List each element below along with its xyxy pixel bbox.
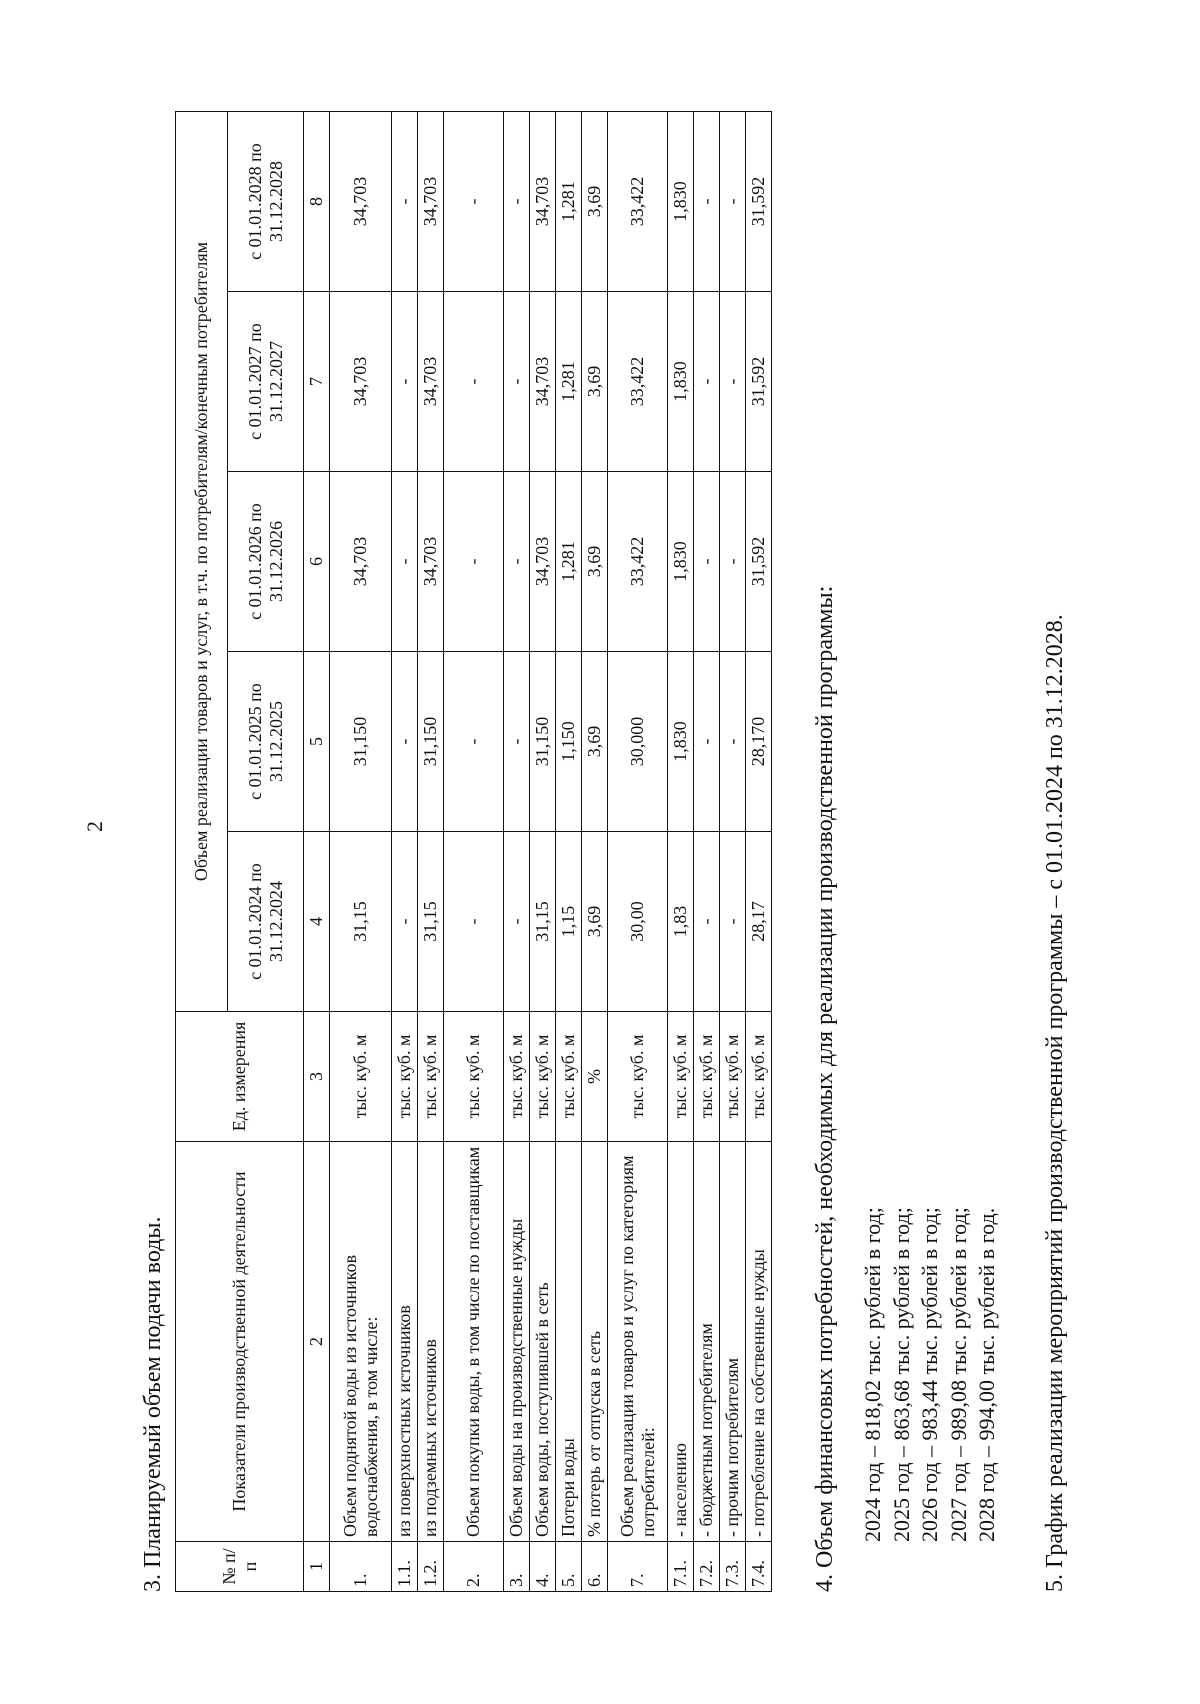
page-number: 2 bbox=[82, 821, 107, 832]
row-unit: тыс. куб. м bbox=[418, 1012, 444, 1142]
row-indicator: - населению bbox=[668, 1142, 694, 1542]
column-number: 5 bbox=[304, 652, 330, 832]
row-indicator: Потери воды bbox=[556, 1142, 582, 1542]
row-value: - bbox=[392, 652, 418, 832]
row-number: 5. bbox=[556, 1542, 582, 1592]
column-number: 6 bbox=[304, 472, 330, 652]
row-value: - bbox=[720, 652, 746, 832]
row-number: 7.3. bbox=[720, 1542, 746, 1592]
row-number: 7.4. bbox=[746, 1542, 772, 1592]
row-value: 1,830 bbox=[668, 652, 694, 832]
row-value: 3,69 bbox=[582, 292, 608, 472]
finance-line: 2024 год – 818,02 тыс. рублей в год; bbox=[860, 1207, 885, 1542]
water-supply-table bbox=[175, 111, 772, 1592]
row-indicator: из подземных источников bbox=[418, 1142, 444, 1542]
row-value: 30,000 bbox=[608, 652, 668, 832]
header-volume: Объем реализации товаров и услуг, в т.ч. по потребителям/конечным потребителям bbox=[176, 112, 228, 1012]
row-value: 34,703 bbox=[330, 112, 392, 292]
table-row bbox=[418, 112, 444, 1592]
row-value: 1,281 bbox=[556, 472, 582, 652]
row-value: 33,422 bbox=[608, 472, 668, 652]
row-value: 34,703 bbox=[418, 472, 444, 652]
row-unit: тыс. куб. м bbox=[668, 1012, 694, 1142]
finance-line: 2027 год – 989,08 тыс. рублей в год; bbox=[945, 1207, 971, 1542]
row-number: 3. bbox=[504, 1542, 530, 1592]
row-unit: тыс. куб. м bbox=[504, 1012, 530, 1142]
row-unit: тыс. куб. м bbox=[530, 1012, 556, 1142]
row-value: - bbox=[504, 832, 530, 1012]
row-value: - bbox=[444, 652, 504, 832]
rotated-content bbox=[140, 112, 1080, 1592]
header-unit: Ед. измерения bbox=[176, 1012, 304, 1142]
row-number: 7.2. bbox=[694, 1542, 720, 1592]
finance-line: 2028 год – 994,00 тыс. рублей в год. bbox=[974, 1207, 1000, 1542]
row-value: 34,703 bbox=[330, 472, 392, 652]
header-period: с 01.01.2027 по 31.12.2027 bbox=[228, 292, 304, 472]
column-number: 3 bbox=[304, 1012, 330, 1142]
section3-title: 3. Планируемый объем подачи воды. bbox=[140, 1216, 166, 1592]
row-indicator: % потерь от отпуска в сеть bbox=[582, 1142, 608, 1542]
row-value: - bbox=[392, 472, 418, 652]
row-value: 34,703 bbox=[530, 112, 556, 292]
table-row bbox=[444, 112, 504, 1592]
row-value: 1,281 bbox=[556, 292, 582, 472]
row-value: 31,592 bbox=[746, 292, 772, 472]
header-indicator: Показатели производственной деятельности bbox=[176, 1142, 304, 1542]
row-number: 1.1. bbox=[392, 1542, 418, 1592]
table-row bbox=[668, 112, 694, 1592]
row-value: - bbox=[444, 472, 504, 652]
table-row bbox=[392, 112, 418, 1592]
row-value: 31,15 bbox=[530, 832, 556, 1012]
header-period: с 01.01.2028 по 31.12.2028 bbox=[228, 112, 304, 292]
row-value: 33,422 bbox=[608, 292, 668, 472]
row-value: - bbox=[720, 292, 746, 472]
row-number: 1. bbox=[330, 1542, 392, 1592]
section5-title: 5. График реализации мероприятий производственной программы – с 01.01.2024 по 31.12.2028. bbox=[1041, 614, 1068, 1592]
row-indicator: Объем реализации товаров и услуг по категориям потребителей: bbox=[608, 1142, 668, 1542]
row-unit: тыс. куб. м bbox=[392, 1012, 418, 1142]
row-value: 28,17 bbox=[746, 832, 772, 1012]
column-number: 4 bbox=[304, 832, 330, 1012]
row-value: - bbox=[694, 472, 720, 652]
row-value: 31,15 bbox=[418, 832, 444, 1012]
row-unit: тыс. куб. м bbox=[608, 1012, 668, 1142]
row-value: 1,830 bbox=[668, 112, 694, 292]
row-value: 3,69 bbox=[582, 472, 608, 652]
column-number: 2 bbox=[304, 1142, 330, 1542]
row-value: - bbox=[504, 292, 530, 472]
row-value: - bbox=[720, 832, 746, 1012]
table-row bbox=[530, 112, 556, 1592]
row-unit: тыс. куб. м bbox=[444, 1012, 504, 1142]
row-value: - bbox=[694, 112, 720, 292]
row-unit: тыс. куб. м bbox=[556, 1012, 582, 1142]
row-value: 3,69 bbox=[582, 652, 608, 832]
row-value: - bbox=[444, 832, 504, 1012]
row-value: - bbox=[504, 652, 530, 832]
row-indicator: Объем поднятой воды из источников водоснабжения, в том числе: bbox=[330, 1142, 392, 1542]
table-row bbox=[556, 112, 582, 1592]
row-value: - bbox=[694, 292, 720, 472]
row-value: - bbox=[720, 472, 746, 652]
table-row bbox=[720, 112, 746, 1592]
table-row bbox=[746, 112, 772, 1592]
table-row bbox=[330, 112, 392, 1592]
row-number: 2. bbox=[444, 1542, 504, 1592]
row-value: - bbox=[694, 652, 720, 832]
row-value: 31,150 bbox=[330, 652, 392, 832]
table-row bbox=[582, 112, 608, 1592]
finance-line: 2025 год – 863,68 тыс. рублей в год; bbox=[888, 1207, 914, 1542]
row-value: 31,592 bbox=[746, 112, 772, 292]
column-number: 8 bbox=[304, 112, 330, 292]
row-unit: тыс. куб. м bbox=[694, 1012, 720, 1142]
row-value: 34,703 bbox=[330, 292, 392, 472]
row-value: 1,83 bbox=[668, 832, 694, 1012]
row-number: 6. bbox=[582, 1542, 608, 1592]
row-value: 31,150 bbox=[418, 652, 444, 832]
row-value: - bbox=[444, 292, 504, 472]
row-indicator: - бюджетным потребителям bbox=[694, 1142, 720, 1542]
header-period: с 01.01.2025 по 31.12.2025 bbox=[228, 652, 304, 832]
row-value: 1,150 bbox=[556, 652, 582, 832]
row-value: 34,703 bbox=[530, 472, 556, 652]
row-value: 31,150 bbox=[530, 652, 556, 832]
row-value: 30,00 bbox=[608, 832, 668, 1012]
row-unit: тыс. куб. м bbox=[746, 1012, 772, 1142]
table-row bbox=[608, 112, 668, 1592]
finance-list bbox=[859, 112, 1002, 1542]
row-value: - bbox=[720, 112, 746, 292]
row-value: - bbox=[504, 472, 530, 652]
row-value: 3,69 bbox=[582, 832, 608, 1012]
row-value: 1,15 bbox=[556, 832, 582, 1012]
row-value: 34,703 bbox=[418, 292, 444, 472]
header-period: с 01.01.2026 по 31.12.2026 bbox=[228, 472, 304, 652]
row-value: 1,830 bbox=[668, 292, 694, 472]
row-value: 1,830 bbox=[668, 472, 694, 652]
header-period: с 01.01.2024 по 31.12.2024 bbox=[228, 832, 304, 1012]
row-value: - bbox=[504, 112, 530, 292]
row-value: 31,592 bbox=[746, 472, 772, 652]
row-value: 3,69 bbox=[582, 112, 608, 292]
row-value: - bbox=[392, 292, 418, 472]
column-number: 7 bbox=[304, 292, 330, 472]
row-indicator: - прочим потребителям bbox=[720, 1142, 746, 1542]
row-value: - bbox=[392, 832, 418, 1012]
row-unit: тыс. куб. м bbox=[330, 1012, 392, 1142]
row-number: 7. bbox=[608, 1542, 668, 1592]
row-value: 34,703 bbox=[418, 112, 444, 292]
row-indicator: - потребление на собственные нужды bbox=[746, 1142, 772, 1542]
row-value: - bbox=[444, 112, 504, 292]
row-unit: % bbox=[582, 1012, 608, 1142]
column-number: 1 bbox=[304, 1542, 330, 1592]
row-value: - bbox=[694, 832, 720, 1012]
row-unit: тыс. куб. м bbox=[720, 1012, 746, 1142]
table-row bbox=[504, 112, 530, 1592]
row-number: 4. bbox=[530, 1542, 556, 1592]
header-num: № п/п bbox=[176, 1542, 304, 1592]
row-value: 34,703 bbox=[530, 292, 556, 472]
row-value: 28,170 bbox=[746, 652, 772, 832]
row-indicator: из поверхностных источников bbox=[392, 1142, 418, 1542]
row-indicator: Объем воды на производственные нужды bbox=[504, 1142, 530, 1542]
row-value: 1,281 bbox=[556, 112, 582, 292]
section4-title: 4. Объем финансовых потребностей, необходимых для реализации производственной программы: bbox=[812, 585, 838, 1592]
row-value: - bbox=[392, 112, 418, 292]
table-row bbox=[694, 112, 720, 1592]
row-number: 7.1. bbox=[668, 1542, 694, 1592]
row-indicator: Объем покупки воды, в том числе по поставщикам bbox=[444, 1142, 504, 1542]
finance-line: 2026 год – 983,44 тыс. рублей в год; bbox=[917, 1207, 943, 1542]
row-value: 31,15 bbox=[330, 832, 392, 1012]
row-indicator: Объем воды, поступившей в сеть bbox=[530, 1142, 556, 1542]
row-number: 1.2. bbox=[418, 1542, 444, 1592]
row-value: 33,422 bbox=[608, 112, 668, 292]
